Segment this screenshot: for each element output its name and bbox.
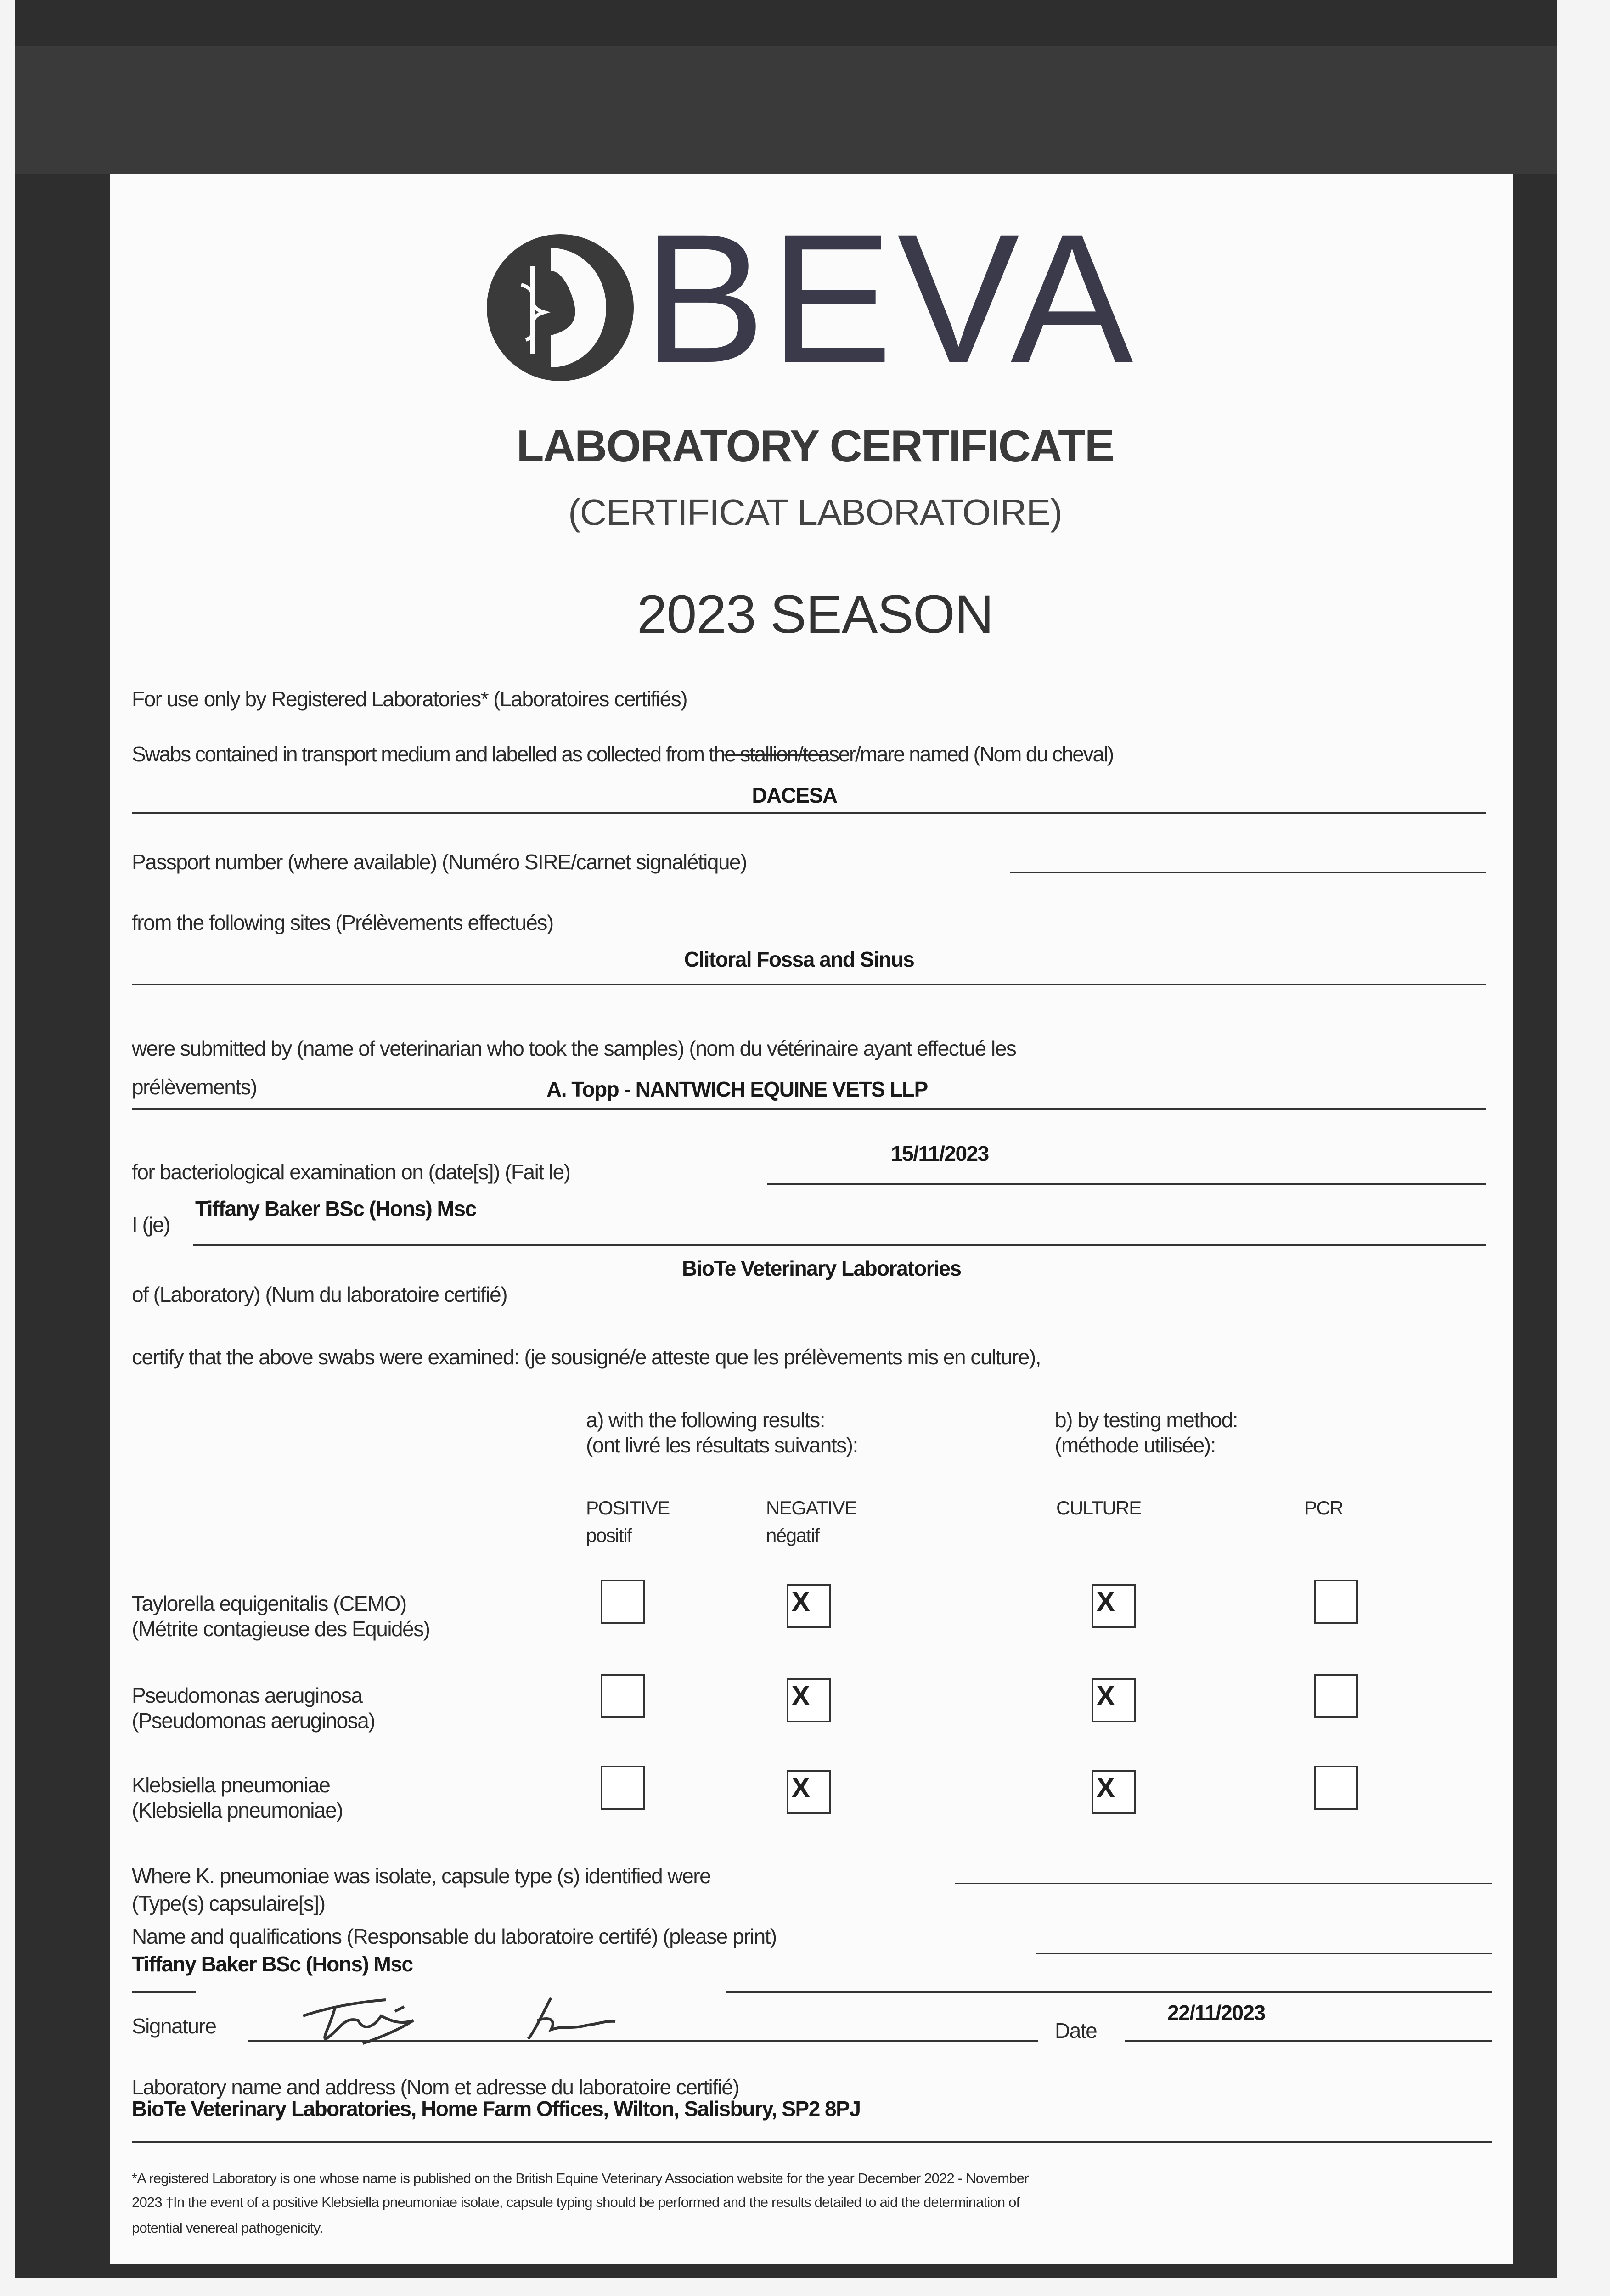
signature-image [294, 1988, 707, 2048]
submitted-label-1: were submitted by (name of veterinarian who took the samples) (nom du vétérinaire ayant effectué les [132, 1036, 1016, 1060]
je-value: Tiffany Baker BSc (Hons) Msc [195, 1197, 476, 1221]
scan-border-top [15, 46, 1557, 174]
organism-name-fr: (Klebsiella pneumoniae) [132, 1798, 343, 1822]
results-heading-1: a) with the following results: [586, 1408, 825, 1432]
qualifications-underline-left [132, 1991, 196, 1993]
submitted-line [132, 1108, 1486, 1110]
submitted-label-2: prélèvements) [132, 1075, 257, 1099]
checkbox-culture[interactable]: X [1092, 1584, 1136, 1628]
address-label: Laboratory name and address (Nom et adresse du laboratoire certifié) [132, 2075, 739, 2099]
col-culture: CULTURE [1056, 1497, 1141, 1519]
submitted-value: A. Topp - NANTWICH EQUINE VETS LLP [546, 1077, 928, 1101]
organism-name: Pseudomonas aeruginosa [132, 1683, 362, 1707]
horse-name-value: DACESA [752, 783, 837, 807]
intro-text: For use only by Registered Laboratories* (Laboratoires certifiés) [132, 687, 687, 711]
checkbox-pcr[interactable] [1314, 1766, 1358, 1810]
je-label: I (je) [132, 1213, 170, 1237]
swabs-suffix: ser/mare named (Nom du cheval) [828, 742, 1113, 766]
certificate-subtitle: (CERTIFICAT LABORATOIRE) [568, 492, 1062, 533]
exam-date-line [767, 1183, 1486, 1185]
checkbox-negative[interactable]: X [787, 1678, 831, 1722]
qualifications-label: Name and qualifications (Responsable du laboratoire certifé) (please print) [132, 1925, 777, 1948]
swabs-label [132, 742, 1113, 766]
checkbox-positive[interactable] [601, 1766, 645, 1810]
checkbox-negative[interactable]: X [787, 1584, 831, 1628]
footnote-line-2: 2023 †In the event of a positive Klebsiella pneumoniae isolate, capsule typing should be performed and the results detailed to aid the determination of [132, 2194, 1020, 2210]
footnote-line-1: *A registered Laboratory is one whose name is published on the British Equine Veterinary Association website for the year December 2022 - November [132, 2170, 1029, 2186]
date-value: 22/11/2023 [1167, 2001, 1265, 2025]
date-label: Date [1055, 2019, 1097, 2043]
sites-line [132, 984, 1486, 985]
capsule-label-2: (Type(s) capsulaire[s]) [132, 1891, 325, 1915]
organism-name-fr: (Pseudomonas aeruginosa) [132, 1709, 375, 1733]
col-negative: NEGATIVE [766, 1497, 857, 1519]
passport-line [1010, 872, 1486, 873]
method-heading-2: (méthode utilisée): [1055, 1433, 1216, 1457]
qualifications-value: Tiffany Baker BSc (Hons) Msc [132, 1952, 413, 1976]
results-heading-2: (ont livré les résultats suivants): [586, 1433, 858, 1457]
address-line [132, 2141, 1492, 2143]
sites-value: Clitoral Fossa and Sinus [684, 947, 914, 971]
horse-name-line [132, 812, 1486, 814]
laboratory-label: of (Laboratory) (Num du laboratoire certifié) [132, 1283, 507, 1306]
season-heading: 2023 SEASON [636, 584, 994, 645]
checkbox-positive[interactable] [601, 1580, 645, 1624]
beva-logo-emblem-icon [482, 230, 638, 386]
organism-name: Taylorella equigenitalis (CEMO) [132, 1592, 406, 1615]
col-pcr: PCR [1304, 1497, 1343, 1519]
certify-text: certify that the above swabs were examined: (je sousigné/e atteste que les prélèvements mis en culture), [132, 1345, 1041, 1369]
date-line [1125, 2040, 1492, 2042]
qualifications-underline-right [726, 1991, 1492, 1993]
col-negative-fr: négatif [766, 1525, 819, 1546]
organism-name: Klebsiella pneumoniae [132, 1773, 330, 1797]
col-positive: POSITIVE [586, 1497, 670, 1519]
exam-date-label: for bacteriological examination on (date[s]) (Fait le) [132, 1160, 570, 1184]
capsule-line [955, 1883, 1492, 1884]
exam-date-value: 15/11/2023 [891, 1142, 989, 1165]
checkbox-pcr[interactable] [1314, 1674, 1358, 1718]
checkbox-pcr[interactable] [1314, 1580, 1358, 1624]
col-positive-fr: positif [586, 1525, 632, 1546]
capsule-label-1: Where K. pneumoniae was isolate, capsule type (s) identified were [132, 1864, 711, 1888]
sites-label: from the following sites (Prélèvements effectués) [132, 911, 553, 934]
checkbox-culture[interactable]: X [1092, 1770, 1136, 1814]
checkbox-negative[interactable]: X [787, 1770, 831, 1814]
checkbox-positive[interactable] [601, 1674, 645, 1718]
swabs-prefix: Swabs contained in transport medium and labelled as collected from th [132, 742, 725, 766]
passport-label: Passport number (where available) (Numéro SIRE/carnet signalétique) [132, 850, 747, 874]
logo-text: BEVA [643, 196, 1138, 401]
footnote-line-3: potential venereal pathogenicity. [132, 2220, 323, 2236]
address-value: BioTe Veterinary Laboratories, Home Farm Offices, Wilton, Salisbury, SP2 8PJ [132, 2097, 861, 2121]
certificate-title: LABORATORY CERTIFICATE [516, 421, 1114, 471]
signature-line [248, 2040, 1038, 2042]
checkbox-culture[interactable]: X [1092, 1678, 1136, 1722]
signature-label: Signature [132, 2014, 216, 2038]
swabs-struck: e stallion/tea [724, 742, 829, 766]
organism-name-fr: (Métrite contagieuse des Equidés) [132, 1617, 430, 1641]
laboratory-value: BioTe Veterinary Laboratories [682, 1256, 961, 1280]
qualifications-line [1036, 1953, 1492, 1954]
method-heading-1: b) by testing method: [1055, 1408, 1238, 1432]
je-line [193, 1244, 1486, 1246]
